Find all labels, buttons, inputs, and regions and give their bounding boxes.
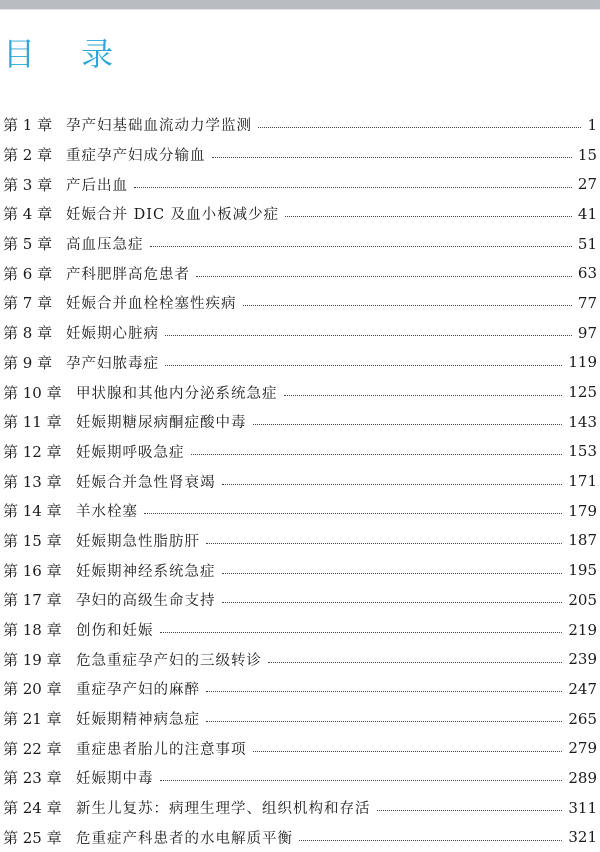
chapter-number: 第 25 章 xyxy=(0,827,76,848)
chapter-number: 第 24 章 xyxy=(0,797,76,818)
chapter-title: 羊水栓塞 xyxy=(76,500,138,521)
toc-entry[interactable] xyxy=(0,348,600,378)
chapter-number: 第 13 章 xyxy=(0,471,76,492)
chapter-title: 孕产妇脓毒症 xyxy=(66,352,159,373)
chapter-number: 第 6 章 xyxy=(0,263,66,284)
page-number: 77 xyxy=(578,294,600,312)
dot-leader xyxy=(160,632,563,633)
dot-leader xyxy=(253,751,563,752)
chapter-title: 重症孕产妇成分输血 xyxy=(66,144,206,165)
page-number: 125 xyxy=(568,383,600,401)
chapter-title: 产科肥胖高危患者 xyxy=(66,263,190,284)
dot-leader xyxy=(222,484,563,485)
chapter-title: 妊娠期呼吸急症 xyxy=(76,441,185,462)
toc-entry[interactable] xyxy=(0,229,600,259)
toc-entry[interactable] xyxy=(0,763,600,793)
dot-leader xyxy=(206,691,562,692)
chapter-number: 第 9 章 xyxy=(0,352,66,373)
top-border-line xyxy=(0,9,600,10)
page-number: 97 xyxy=(578,324,600,342)
toc-entry[interactable] xyxy=(0,288,600,318)
chapter-number: 第 2 章 xyxy=(0,144,66,165)
page-number: 15 xyxy=(578,146,600,164)
chapter-number: 第 21 章 xyxy=(0,708,76,729)
chapter-number: 第 4 章 xyxy=(0,203,66,224)
page-number: 51 xyxy=(578,235,600,253)
dot-leader xyxy=(222,573,563,574)
page-number: 195 xyxy=(568,561,600,579)
page-number: 279 xyxy=(568,739,600,757)
dot-leader xyxy=(196,276,572,277)
chapter-number: 第 11 章 xyxy=(0,411,76,432)
chapter-title: 孕妇的高级生命支持 xyxy=(76,589,216,610)
top-border xyxy=(0,0,600,9)
chapter-title: 妊娠期神经系统急症 xyxy=(76,560,216,581)
page-number: 247 xyxy=(568,680,600,698)
chapter-number: 第 12 章 xyxy=(0,441,76,462)
dot-leader xyxy=(206,543,562,544)
chapter-title: 妊娠期精神病急症 xyxy=(76,708,200,729)
page-number: 219 xyxy=(568,621,600,639)
chapter-title: 重症患者胎儿的注意事项 xyxy=(76,738,247,759)
chapter-title: 创伤和妊娠 xyxy=(76,619,154,640)
chapter-title: 甲状腺和其他内分泌系统急症 xyxy=(76,382,278,403)
table-of-contents xyxy=(0,110,600,852)
toc-entry[interactable] xyxy=(0,407,600,437)
page-number: 41 xyxy=(578,205,600,223)
chapter-title: 重症孕产妇的麻醉 xyxy=(76,678,200,699)
toc-entry[interactable] xyxy=(0,377,600,407)
chapter-number: 第 7 章 xyxy=(0,292,66,313)
chapter-title: 妊娠期中毒 xyxy=(76,767,154,788)
chapter-number: 第 19 章 xyxy=(0,649,76,670)
toc-entry[interactable] xyxy=(0,823,600,852)
page-number: 321 xyxy=(568,828,600,846)
page-number: 239 xyxy=(568,650,600,668)
page-number: 171 xyxy=(568,472,600,490)
chapter-number: 第 10 章 xyxy=(0,382,76,403)
page-number: 27 xyxy=(578,175,600,193)
chapter-number: 第 20 章 xyxy=(0,678,76,699)
chapter-title: 危急重症孕产妇的三级转诊 xyxy=(76,649,262,670)
page-title: 目 录 xyxy=(3,34,131,74)
toc-entry[interactable] xyxy=(0,526,600,556)
chapter-number: 第 15 章 xyxy=(0,530,76,551)
chapter-number: 第 8 章 xyxy=(0,322,66,343)
toc-entry[interactable] xyxy=(0,437,600,467)
chapter-number: 第 3 章 xyxy=(0,174,66,195)
page-number: 1 xyxy=(587,116,600,134)
page-number: 187 xyxy=(568,531,600,549)
dot-leader xyxy=(243,305,572,306)
toc-entry[interactable] xyxy=(0,733,600,763)
chapter-title: 妊娠合并 DIC 及血小板减少症 xyxy=(66,203,279,224)
chapter-title: 妊娠合并急性肾衰竭 xyxy=(76,471,216,492)
toc-entry[interactable] xyxy=(0,674,600,704)
chapter-title: 妊娠期急性脂肪肝 xyxy=(76,530,200,551)
page-number: 179 xyxy=(568,502,600,520)
dot-leader xyxy=(222,602,563,603)
page-number: 289 xyxy=(568,769,600,787)
toc-entry[interactable] xyxy=(0,110,600,140)
dot-leader xyxy=(206,721,562,722)
chapter-number: 第 14 章 xyxy=(0,500,76,521)
toc-entry[interactable] xyxy=(0,318,600,348)
toc-entry[interactable] xyxy=(0,199,600,229)
dot-leader xyxy=(134,187,572,188)
toc-entry[interactable] xyxy=(0,169,600,199)
chapter-title: 新生儿复苏：病理生理学、组织机构和存活 xyxy=(76,797,371,818)
page-number: 63 xyxy=(578,264,600,282)
page-number: 311 xyxy=(568,799,600,817)
toc-entry[interactable] xyxy=(0,585,600,615)
dot-leader xyxy=(285,216,572,217)
page-number: 143 xyxy=(568,413,600,431)
page-number: 265 xyxy=(568,710,600,728)
dot-leader xyxy=(144,513,562,514)
page-number: 119 xyxy=(568,353,600,371)
chapter-number: 第 5 章 xyxy=(0,233,66,254)
chapter-number: 第 18 章 xyxy=(0,619,76,640)
chapter-title: 产后出血 xyxy=(66,174,128,195)
dot-leader xyxy=(253,424,563,425)
chapter-title: 高血压急症 xyxy=(66,233,144,254)
dot-leader xyxy=(212,157,572,158)
toc-entry[interactable] xyxy=(0,258,600,288)
chapter-number: 第 23 章 xyxy=(0,767,76,788)
dot-leader xyxy=(165,365,562,366)
chapter-title: 妊娠期心脏病 xyxy=(66,322,159,343)
page-number: 205 xyxy=(568,591,600,609)
toc-entry[interactable] xyxy=(0,466,600,496)
dot-leader xyxy=(165,335,572,336)
dot-leader xyxy=(268,662,562,663)
chapter-title: 妊娠合并血栓栓塞性疾病 xyxy=(66,292,237,313)
chapter-number: 第 22 章 xyxy=(0,738,76,759)
chapter-title: 孕产妇基础血流动力学监测 xyxy=(66,114,252,135)
chapter-number: 第 16 章 xyxy=(0,560,76,581)
toc-entry[interactable] xyxy=(0,615,600,645)
toc-entry[interactable] xyxy=(0,793,600,823)
toc-entry[interactable] xyxy=(0,496,600,526)
dot-leader xyxy=(160,780,563,781)
dot-leader xyxy=(284,395,563,396)
toc-entry[interactable] xyxy=(0,644,600,674)
toc-entry[interactable] xyxy=(0,140,600,170)
dot-leader xyxy=(191,454,563,455)
toc-entry[interactable] xyxy=(0,555,600,585)
dot-leader xyxy=(150,246,572,247)
chapter-number: 第 17 章 xyxy=(0,589,76,610)
chapter-title: 妊娠期糖尿病酮症酸中毒 xyxy=(76,411,247,432)
dot-leader xyxy=(258,127,581,128)
dot-leader xyxy=(377,810,563,811)
dot-leader xyxy=(299,840,562,841)
chapter-title: 危重症产科患者的水电解质平衡 xyxy=(76,827,293,848)
chapter-number: 第 1 章 xyxy=(0,114,66,135)
page-number: 153 xyxy=(568,442,600,460)
toc-entry[interactable] xyxy=(0,704,600,734)
